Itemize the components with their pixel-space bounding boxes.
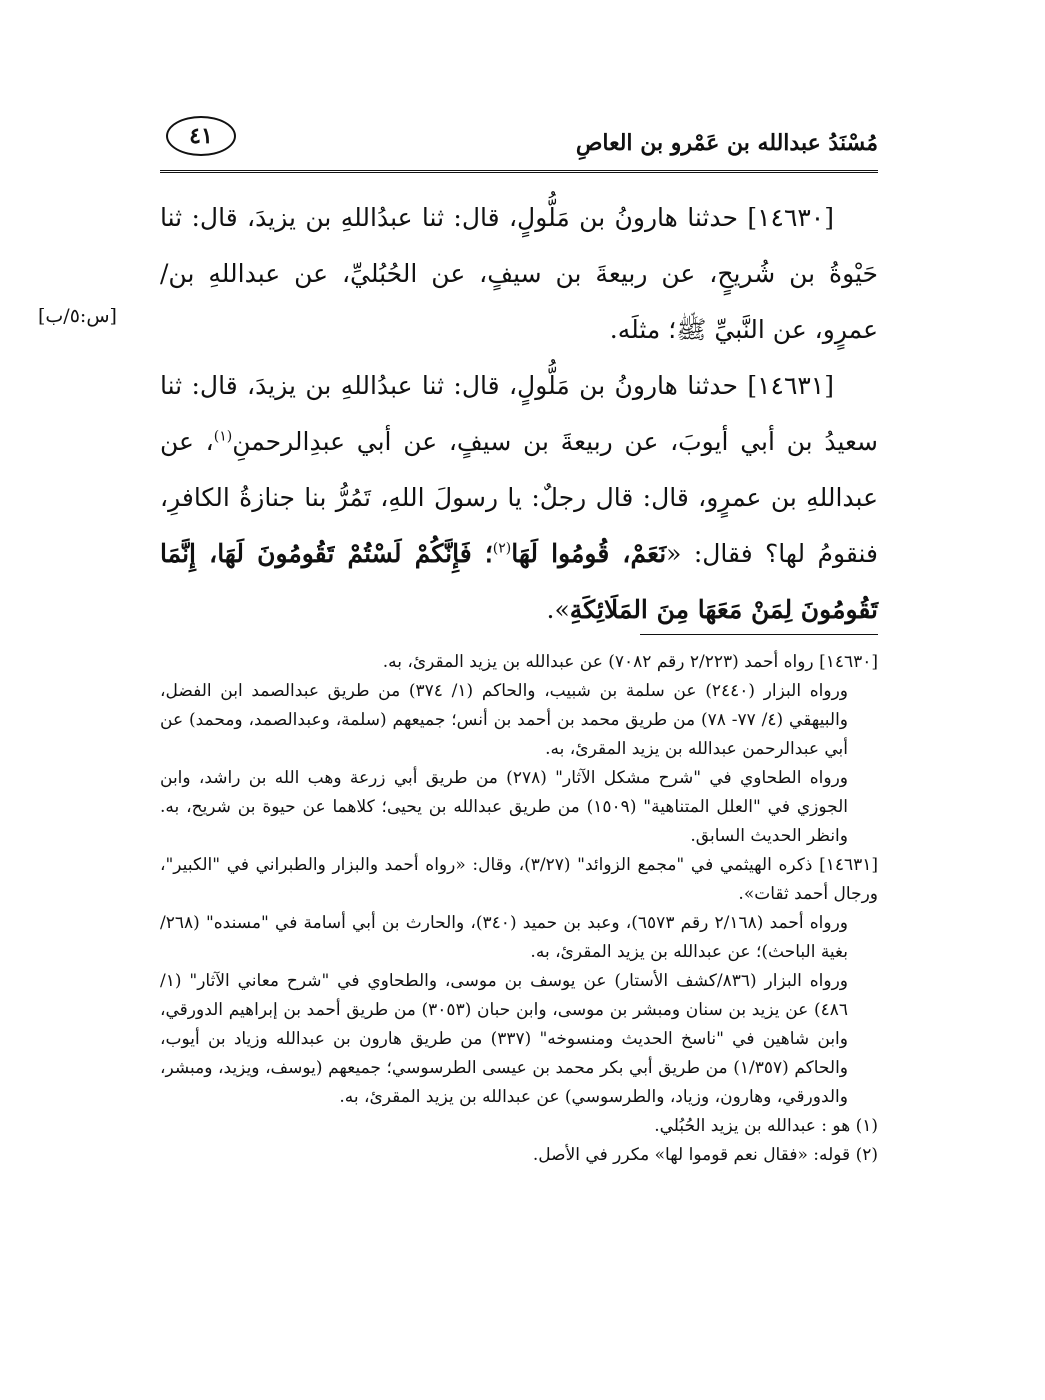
main-text bbox=[160, 190, 878, 638]
footnote-note: (١) هو : عبدالله بن يزيد الحُبُلي. bbox=[654, 1116, 878, 1136]
hadith-text: ». bbox=[546, 595, 570, 624]
footnote-ref: (١) bbox=[213, 428, 233, 445]
footnote bbox=[160, 648, 878, 677]
footnote-text: ذكره الهيثمي في "مجمع الزوائد" (٣/٢٧)، وقال: «رواه أحمد والبزار والطبراني في "الكبير"، ورجال أحمد ثقات». bbox=[160, 855, 878, 904]
hadith-paragraph bbox=[160, 358, 878, 638]
margin-note: [س:٥/ب] bbox=[38, 305, 117, 327]
footnote-text: ورواه البزار (٨٣٦/كشف الأستار) عن يوسف بن موسى، والطحاوي في "شرح معاني الآثار" (١/ ٤٨٦) عن يزيد بن سنان ومبشر بن موسى، وابن حبان (٣٠٥٣) من طريق أحمد بن إبراهيم الدورقي، وابن شاهين في "ناسخ الحديث ومنسوخه" (٣٣٧) من طريق هارون بن عبدالله وزياد بن أيوب، والحاكم (١/٣٥٧) من طريق أبي بكر محمد بن عيسى الطرسوسي؛ جميعهم (يوسف، ويزيد، ومبشر، والدورقي، وهارون، وزياد، والطرسوسي) عن عبدالله بن يزيد المقرئ، به. bbox=[160, 971, 848, 1107]
hadith-paragraph bbox=[160, 190, 878, 358]
page-number: ٤١ bbox=[166, 116, 236, 156]
prophetic-saying-separator: ؛ bbox=[471, 539, 493, 568]
footnote-text: ورواه أحمد (٢/١٦٨ رقم ٦٥٧٣)، وعبد بن حميد (٣٤٠)، والحارث بن أبي أسامة في "مسنده" (٢٦٨/بغية الباحث)؛ عن عبدالله بن يزيد المقرئ، به. bbox=[160, 913, 849, 962]
hadith-number: [١٤٦٣١] bbox=[747, 371, 834, 400]
footnote-rule bbox=[640, 634, 878, 635]
footnote-text: ورواه البزار (٢٤٤٠) عن سلمة بن شبيب، والحاكم (١/ ٣٧٤) من طريق عبدالصمد ابن الفضل، والبيهقي (٤/ ٧٧- ٧٨) من طريق محمد بن أحمد بن أنس؛ جميعهم (سلمة، وعبدالصمد، ومحمد) عن أبي عبدالرحمن عبدالله بن يزيد المقرئ، به. bbox=[160, 681, 849, 759]
prophetic-saying: فَإِنَّكُمْ لَسْتُمْ تَقُومُونَ لَهَا، إِنَّمَا تَقُومُونَ لِمَنْ مَعَهَا مِنَ المَلَائِكَةِ bbox=[160, 539, 878, 624]
footnote-number: [١٤٦٣٠] bbox=[819, 652, 878, 672]
footnote-note: (٢) قوله: «فقال نعم قوموا لها» مكرر في الأصل. bbox=[532, 1145, 878, 1165]
prophetic-saying: نَعَمْ، قُومُوا لَهَا bbox=[511, 539, 667, 568]
footnote bbox=[160, 851, 878, 909]
footnote-text: ورواه الطحاوي في "شرح مشكل الآثار" (٢٧٨) من طريق أبي زرعة وهب الله بن راشد، وابن الجوزي في "العلل المتناهية" (١٥٠٩) من طريق عبدالله بن يحيى؛ كلاهما عن حيوة بن شريح، به. وانظر الحديث السابق. bbox=[160, 768, 849, 846]
hadith-number: [١٤٦٣٠] bbox=[747, 203, 834, 232]
footnote-number: [١٤٦٣١] bbox=[819, 855, 879, 875]
hadith-text: ، عن عبداللهِ بن عمرٍو، قال: قال رجلٌ: يا رسولَ اللهِ، تَمُرُّ بنا جنازةُ الكافرِ، فنقومُ لها؟ فقال: « bbox=[160, 427, 879, 568]
footnotes bbox=[160, 648, 878, 1170]
hadith-text: حدثنا هارونُ بن مَلُّولٍ، قال: ثنا عبدُاللهِ بن يزيدَ، قال: ثنا سعيدُ بن أبي أيوبَ، عن ربيعةَ بن سيفٍ، عن أبي عبدِالرحمنِ bbox=[160, 371, 878, 456]
footnote-ref: (٢) bbox=[492, 540, 512, 557]
running-title: مُسْنَدُ عبدالله بن عَمْرو بن العاصِ bbox=[575, 130, 878, 156]
footnote-text: رواه أحمد (٢/٢٢٣ رقم ٧٠٨٢) عن عبدالله بن يزيد المقرئ، به. bbox=[382, 652, 814, 672]
header-rule bbox=[160, 170, 878, 176]
page-header bbox=[160, 108, 878, 172]
hadith-text: حدثنا هارونُ بن مَلُّولٍ، قال: ثنا عبدُاللهِ بن يزيدَ، قال: ثنا حَيْوةُ بن شُريحٍ، عن ربيعةَ بن سيفٍ، عن الحُبُليِّ، عن عبداللهِ بن/ عمرٍو، عن النَّبيِّ ﷺ؛ مثلَه. bbox=[160, 203, 878, 344]
